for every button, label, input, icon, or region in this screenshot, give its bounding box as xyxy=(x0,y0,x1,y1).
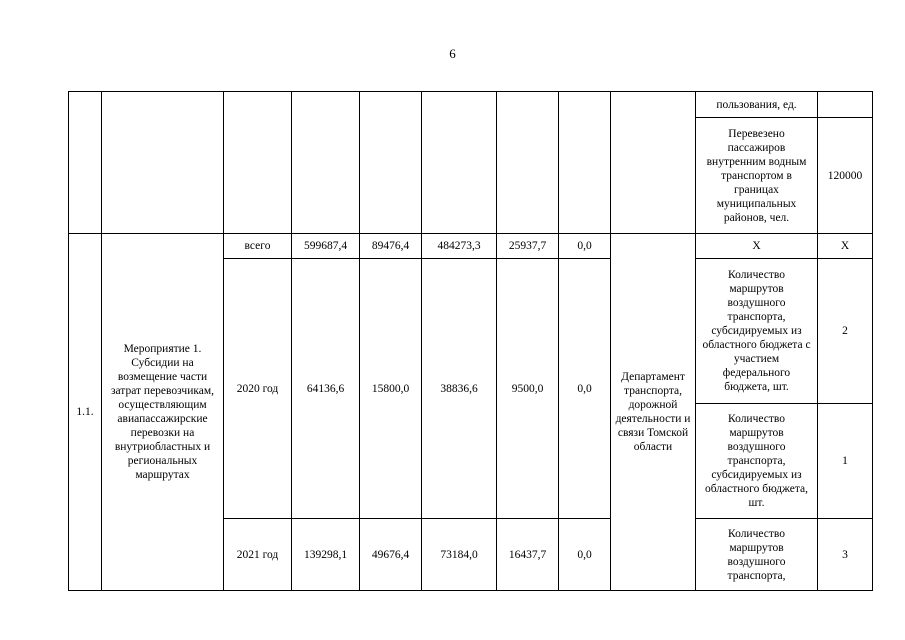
cell-local xyxy=(497,92,559,234)
table-row xyxy=(69,234,873,259)
federal-value: 49676,4 xyxy=(360,519,422,591)
other-value: 0,0 xyxy=(559,234,611,259)
table-row xyxy=(69,92,873,118)
total-value: 599687,4 xyxy=(292,234,360,259)
cell-federal xyxy=(360,92,422,234)
executor: Департамент транспорта, дорожной деятельности и связи Томской области xyxy=(611,234,696,591)
program-table xyxy=(68,91,873,591)
indicator-name: Перевезено пассажиров внутренним водным транспортом в границах муниципальных районов, чел. xyxy=(696,118,818,234)
indicator-value: 2 xyxy=(818,259,873,404)
indicator-name: Количество маршрутов воздушного транспорта, xyxy=(696,519,818,591)
regional-value: 38836,6 xyxy=(422,259,497,519)
cell-executor xyxy=(611,92,696,234)
cell-number xyxy=(69,92,102,234)
local-value: 25937,7 xyxy=(497,234,559,259)
indicator-name: пользования, ед. xyxy=(696,92,818,118)
total-value: 64136,6 xyxy=(292,259,360,519)
indicator-value: Х xyxy=(818,234,873,259)
local-value: 9500,0 xyxy=(497,259,559,519)
other-value: 0,0 xyxy=(559,259,611,519)
regional-value: 484273,3 xyxy=(422,234,497,259)
period: 2021 год xyxy=(224,519,292,591)
local-value: 16437,7 xyxy=(497,519,559,591)
other-value: 0,0 xyxy=(559,519,611,591)
indicator-value xyxy=(818,92,873,118)
indicator-value: 3 xyxy=(818,519,873,591)
measure-number: 1.1. xyxy=(69,234,102,591)
period: всего xyxy=(224,234,292,259)
page-number: 6 xyxy=(449,46,456,61)
total-value: 139298,1 xyxy=(292,519,360,591)
cell-period xyxy=(224,92,292,234)
cell-total xyxy=(292,92,360,234)
cell-regional xyxy=(422,92,497,234)
indicator-value: 1 xyxy=(818,404,873,519)
indicator-name: Количество маршрутов воздушного транспорта, субсидируемых из областного бюджета, шт. xyxy=(696,404,818,519)
indicator-name: Х xyxy=(696,234,818,259)
cell-other xyxy=(559,92,611,234)
measure-name: Мероприятие 1. Субсидии на возмещение части затрат перевозчикам, осуществляющим авиапассажирские перевозки на внутриобластных и региональных маршрутах xyxy=(102,234,224,591)
indicator-value: 120000 xyxy=(818,118,873,234)
cell-measure-name xyxy=(102,92,224,234)
indicator-name: Количество маршрутов воздушного транспорта, субсидируемых из областного бюджета с участием федерального бюджета, шт. xyxy=(696,259,818,404)
regional-value: 73184,0 xyxy=(422,519,497,591)
federal-value: 15800,0 xyxy=(360,259,422,519)
period: 2020 год xyxy=(224,259,292,519)
federal-value: 89476,4 xyxy=(360,234,422,259)
